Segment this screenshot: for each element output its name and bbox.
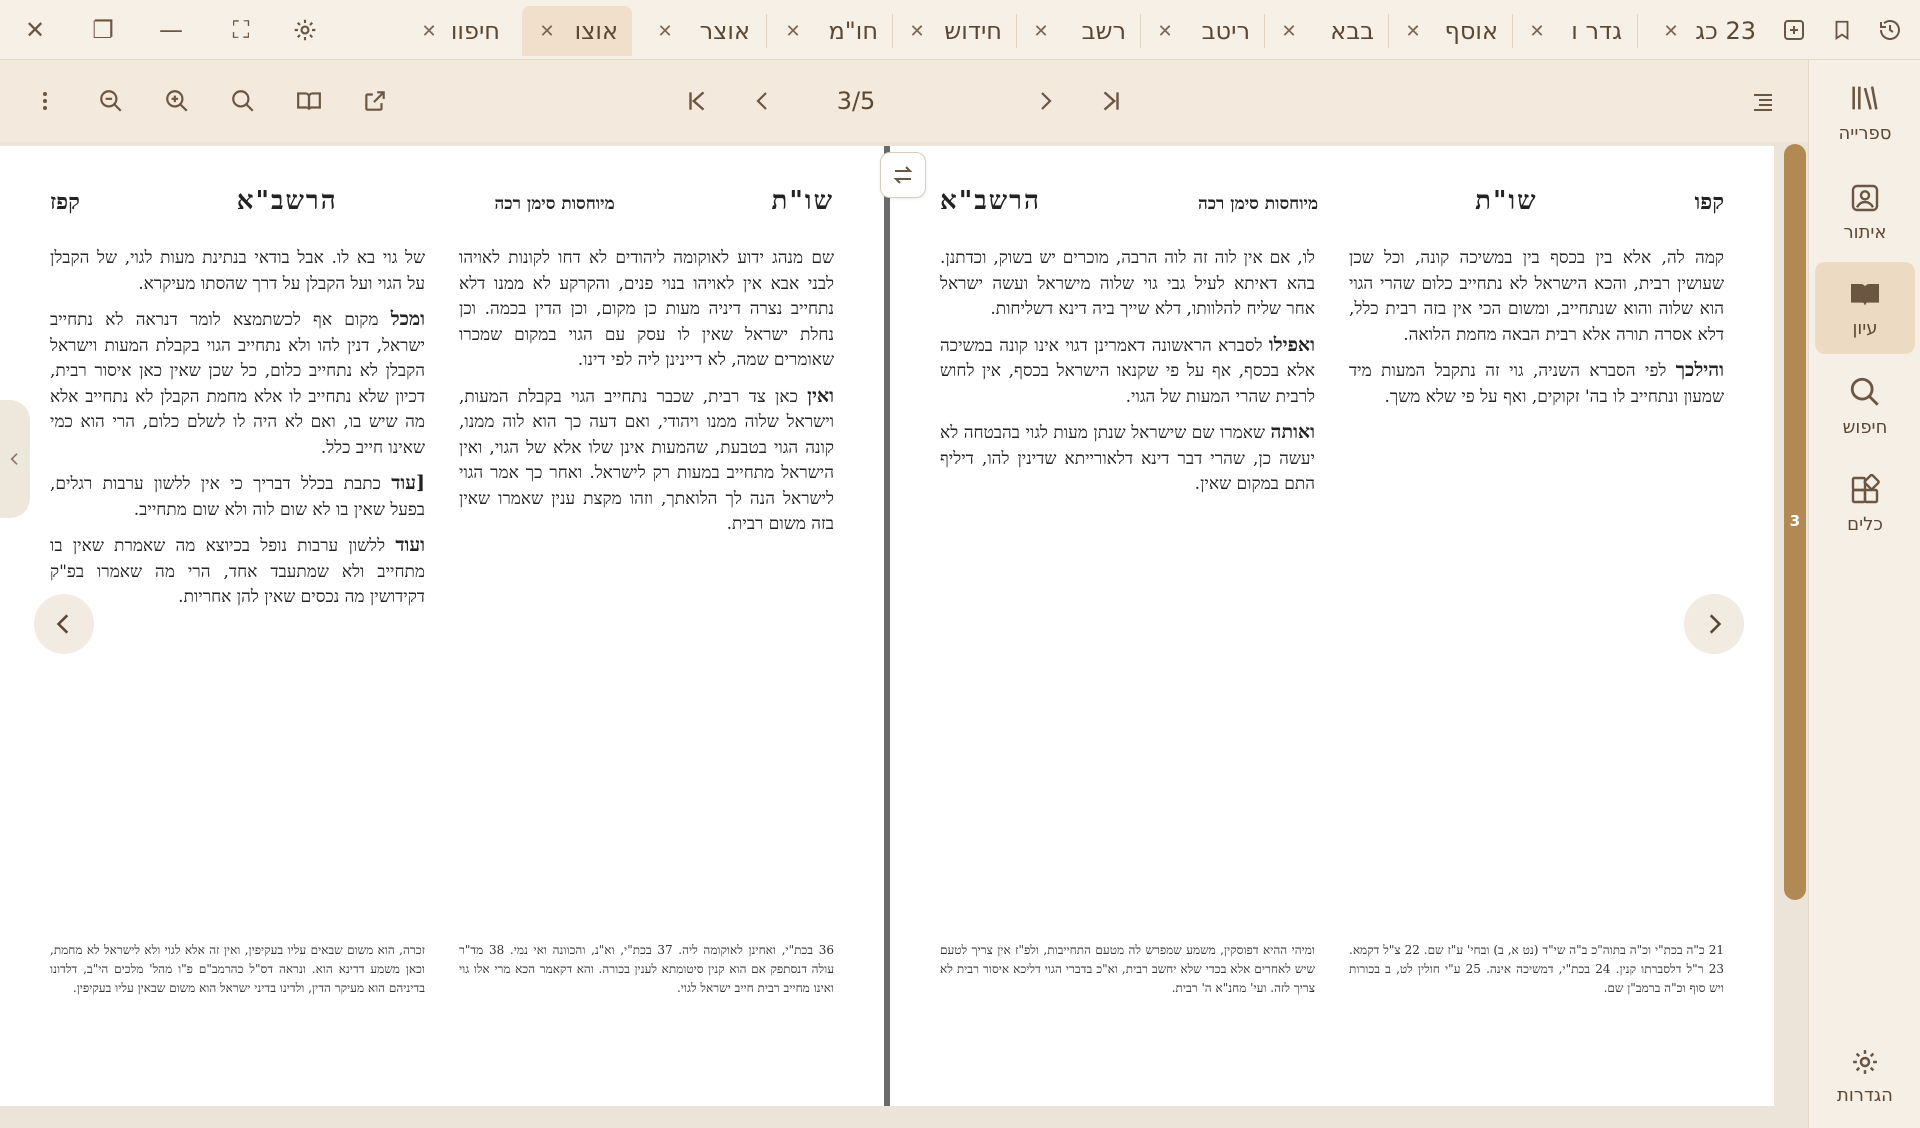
text-paragraph	[940, 246, 1315, 323]
navigation-sidebar	[1808, 60, 1920, 1128]
text-paragraph	[1349, 358, 1724, 410]
tab-label: חו"מ	[828, 17, 878, 45]
tab-separator	[1512, 14, 1513, 48]
paragraph-lead-word: ומכל	[390, 308, 425, 330]
sidebar-item-tools[interactable]	[1815, 458, 1915, 550]
footnote-column: 36 בכת"י, ואחינן לאוקומה ליה. 37 בכת"י, וא"נ, והכוונה ואי נמי. 38 מד"ר עולה דנסתפק אם הוא קנין סיטומתא לענין בכורה. והא דקאמר הכא מרי אלו גוי ואינו מחייב רבית חייב ישראל לגוי.	[459, 943, 834, 995]
search-icon	[1848, 375, 1882, 409]
skip-to-first-icon	[684, 88, 710, 114]
tab-label: 23 כג	[1695, 17, 1756, 45]
text-paragraph	[1349, 246, 1724, 348]
library-icon	[1848, 81, 1882, 115]
tab-close-icon[interactable]: ✕	[421, 20, 437, 42]
table-of-contents-button[interactable]	[1738, 76, 1788, 126]
page-next-arrow[interactable]	[1684, 594, 1744, 654]
bookmark-button[interactable]	[1818, 0, 1866, 60]
tab-item-active[interactable]	[522, 6, 632, 56]
tab-item[interactable]	[1140, 6, 1264, 56]
tab-close-icon[interactable]: ✕	[657, 20, 673, 42]
locate-icon	[1849, 182, 1881, 214]
tab-separator	[1264, 14, 1265, 48]
document-viewer	[0, 142, 1808, 1128]
chevron-left-icon	[7, 448, 23, 470]
page-number: קפז	[50, 189, 80, 215]
section-title: מיוחסות סימן רכה	[1197, 194, 1319, 214]
text-paragraph	[459, 246, 834, 374]
paragraph-lead-word: ואותה	[1270, 421, 1315, 443]
tab-close-icon[interactable]: ✕	[1405, 20, 1421, 42]
tab-label: חידוש	[944, 17, 1002, 45]
text-column-left	[940, 246, 1315, 886]
tab-item[interactable]	[640, 6, 764, 56]
tab-bar	[0, 0, 1920, 60]
zoom-out-button[interactable]	[86, 76, 136, 126]
tab-item[interactable]	[892, 6, 1016, 56]
chevron-left-icon	[751, 89, 775, 113]
tab-close-icon[interactable]: ✕	[1281, 20, 1297, 42]
gear-icon	[292, 17, 318, 43]
swap-pages-button[interactable]	[880, 152, 926, 198]
sidebar-item-search[interactable]	[1815, 360, 1915, 452]
page-text-columns	[940, 246, 1724, 886]
sidebar-item-label: עיון	[1852, 317, 1878, 339]
tools-icon	[1849, 474, 1881, 506]
paragraph-text: קמה לה, אלא בין בכסף בין במשיכה קונה, וכל שכן שעושין רבית, והכא הישראל לא נתחייב כלום שהרי הגוי הוא שלוה והוא שנתחייב, ומשום הכי אין בזה רבית כלל, דלא אסרה תורה אלא רבית הבאה מחמת הלואה.	[1349, 248, 1724, 345]
tab-separator	[892, 14, 893, 48]
previous-page-button[interactable]	[738, 76, 788, 126]
paragraph-text: מקום אף לכשתמצא לומר דנראה לא נתחייב ישראל, דנין להו ולא נתחייב הגוי בקבלת המעות וישראל הקבלן לא נתחייב כלום, כל שכן שאין כאן איסור רבית, דכיון שלא נתחייב לו אלא מחמת הקבלן לא נתחייב אלא מה שיש בו, ואם לא היה לו לשלם כלום, הרי הוא כמי שאינו חייב כלל.	[50, 310, 425, 458]
tab-label: גדר ו	[1571, 17, 1622, 45]
scroll-position-label: 3	[1789, 512, 1801, 530]
footnote-column: זכרה, הוא משום שבאים עליו בעקיפין, ואין זה אלא לגוי ולא לישראל לא מחמת, וכאן משמע דדינא הוא. ונראה דס"ל כהרמב"ם פ"ו מהל' מלכים הי"ב, דלדונו בדיניהם הוא מעיקר הדין, ולדינו בדיני ישראל הוא משום שבאין עליו בעקיפין.	[50, 943, 425, 995]
restore-icon: ❐	[92, 16, 114, 44]
tab-close-icon[interactable]: ✕	[1663, 20, 1679, 42]
paragraph-text: ללשון ערבות נופל בכיוצא מה שאמרת שאין בו מתחייב ולא שמתעבד אחד, הרי מה שאמרו בפ"ק דקידושין מה נכסים שאין להן אחריות.	[50, 536, 425, 607]
tab-label: חיפוו	[450, 17, 500, 45]
paragraph-text: לסברא הראשונה דאמרינן דגוי אינו קונה במשיכה אלא בכסף, אף על פי שקנאו הישראל בכסף, אין לחוש לרבית שהרי המעות של הגוי.	[940, 335, 1315, 407]
close-window-button[interactable]	[2, 0, 68, 60]
paragraph-lead-word: והילכך	[1675, 359, 1724, 381]
sidebar-item-label: חיפוש	[1842, 416, 1888, 438]
paragraph-text: כתבת בכלל דבריך כי אין ללשון ערבות רגלים, בפעל שאין בו לא שום לוה ולא שום מתחייב.	[50, 474, 425, 520]
chevron-right-icon	[1701, 609, 1727, 639]
open-external-button[interactable]	[350, 76, 400, 126]
text-paragraph	[940, 333, 1315, 411]
zoom-out-icon	[98, 88, 124, 114]
text-paragraph	[50, 246, 425, 297]
paragraph-text: לו, אם אין לוה זה לוה הרבה, מוכרים יש בשוק, וכדתנן. בהא דאיתא לעיל גבי גוי שלוה מישראל ועשה ישראל אחר שליח להלוותו, דלא שייך ביה דינא דשליחות.	[940, 248, 1315, 319]
tab-label: אוצר	[699, 17, 750, 45]
book-title: הרשב"א	[236, 186, 338, 216]
footnotes	[50, 941, 834, 1101]
chevron-left-icon	[51, 609, 77, 639]
swap-arrows-icon	[891, 163, 915, 187]
page-header	[50, 186, 834, 226]
footnotes	[940, 941, 1724, 1101]
open-book-icon	[295, 88, 323, 114]
new-tab-button[interactable]	[1770, 0, 1818, 60]
page-text-columns	[50, 246, 834, 886]
last-page-button[interactable]	[1086, 76, 1136, 126]
footnote-column: 21 כ"ה בכת"י וכ"ה בתוה"כ ב"ה שי"ד (נט א, ב) ובחי' ע"ז שם. 22 צ"ל דקמא. 23 ר"ל דלסברתו קנין. 24 בכת"י, דמשיכה אינה. 25 ע"י חולין לט, ב בכורות ויש סוף וכ"ה ברמב"ן שם.	[1349, 943, 1724, 995]
text-column-right	[1349, 246, 1724, 886]
reader-toolbar	[0, 60, 1808, 142]
tab-separator	[766, 14, 767, 48]
tab-item[interactable]	[1264, 6, 1388, 56]
tab-separator	[1140, 14, 1141, 48]
plus-square-icon	[1782, 18, 1806, 42]
paragraph-text: שאמרו שם שישראל שנתן מעות לגוי בהבטחה לא יעשה כן, שהרי דבר דינא דלאורייתא שדינין להו, דיליף התם במקום שאין.	[940, 423, 1315, 494]
text-paragraph	[459, 384, 834, 538]
tab-separator	[1637, 14, 1638, 48]
left-panel-handle[interactable]	[0, 400, 30, 518]
page-prev-arrow[interactable]	[34, 594, 94, 654]
restore-window-button[interactable]	[70, 0, 136, 60]
tab-label: אוצו	[574, 17, 618, 45]
book-title-secondary: שו"ת	[771, 186, 834, 216]
sidebar-item-label: ספרייה	[1838, 122, 1892, 144]
zoom-in-button[interactable]	[152, 76, 202, 126]
tab-label: ריטב	[1201, 17, 1250, 45]
tab-close-icon[interactable]: ✕	[1033, 20, 1049, 42]
tab-label: בבא	[1330, 17, 1374, 45]
sidebar-item-study[interactable]	[1815, 262, 1915, 354]
close-icon: ✕	[24, 16, 46, 44]
paragraph-text: של גוי בא לו. אבל בודאי בנתינת מעות לגוי, של הקבלן על הגוי ועל הקבלן על דרך שהסתו מעיקרא.	[50, 248, 425, 294]
tab-close-icon[interactable]: ✕	[909, 20, 925, 42]
tab-separator	[1388, 14, 1389, 48]
paragraph-lead-word: [עוד	[391, 472, 425, 494]
tab-item[interactable]	[1512, 6, 1636, 56]
fullscreen-icon: ⛶	[232, 16, 250, 44]
tab-label: רשב	[1081, 17, 1126, 45]
more-options-button[interactable]	[20, 76, 70, 126]
text-paragraph	[50, 533, 425, 611]
book-page-right	[890, 146, 1774, 1106]
first-page-button[interactable]	[672, 76, 722, 126]
search-icon	[230, 88, 256, 114]
more-vertical-icon	[33, 89, 57, 113]
text-paragraph	[50, 471, 425, 523]
page-indicator: 3/5	[836, 87, 876, 115]
book-title-secondary: שו"ת	[1475, 186, 1538, 216]
external-link-icon	[362, 88, 388, 114]
tab-item[interactable]	[768, 6, 892, 56]
search-in-book-button[interactable]	[218, 76, 268, 126]
paragraph-text: שם מנהג ידוע לאוקומה ליהודים לא דחו לקונות לאויהו לבני אבא אין לאויהו בנוי פנים, והקרקע לא ממנו דלא נתחייב נצרה דיניה מעות כן מקום, וכן הדין בכמה. וכן נחלת ישראל שאין לו עסק עם הגוי במקום שמכרו שאומרים שמה, לא דיינינן ליה לפי דינו.	[459, 248, 834, 370]
fullscreen-button[interactable]	[208, 0, 274, 60]
text-paragraph	[940, 420, 1315, 498]
paragraph-text: לפי הסברא השניה, גוי זה נתקבל המעות מיד שמעון ונתחייב לו בה' זקוקים, ואף על פי שלא משך.	[1349, 361, 1724, 407]
settings-icon	[1850, 1047, 1880, 1077]
sidebar-item-library[interactable]	[1815, 66, 1915, 158]
zoom-in-icon	[164, 88, 190, 114]
book-view-button[interactable]	[284, 76, 334, 126]
open-book-icon	[1847, 278, 1883, 310]
paragraph-text: כאן צד רבית, שכבר נתחייב הגוי בקבלת המעות, וישראל שלוה ממנו ויהודי, ואם דעה כך הוא לוה ממנו, קונה הגוי בטבעת, שהמעות אינן שלו אלא של הגוי, ואין הישראל מתחייב במעות רק לישראל. ואחר כך אמר הגוי לישראל הנה לך הלואתך, וזהו מקצת ענין שאמרו שאין בזה משום רבית.	[459, 386, 834, 534]
tab-separator	[1016, 14, 1017, 48]
page-number: קפו	[1694, 189, 1724, 215]
minimize-window-button[interactable]	[138, 0, 204, 60]
chevron-right-icon	[1033, 89, 1057, 113]
tab-close-icon[interactable]: ✕	[785, 20, 801, 42]
page-header	[940, 186, 1724, 226]
text-column-right	[459, 246, 834, 886]
tab-item[interactable]	[1646, 6, 1770, 56]
tab-close-icon[interactable]: ✕	[1157, 20, 1173, 42]
text-column-left	[50, 246, 425, 886]
next-page-button[interactable]	[1020, 76, 1070, 126]
tab-close-icon[interactable]: ✕	[539, 20, 555, 42]
book-title: הרשב"א	[940, 186, 1041, 216]
book-page-left	[0, 146, 884, 1106]
paragraph-lead-word: ואפילו	[1268, 333, 1315, 356]
tab-item[interactable]	[1016, 6, 1140, 56]
bookmark-icon	[1831, 18, 1853, 42]
history-icon	[1878, 18, 1902, 42]
tab-label: אוסף	[1444, 17, 1498, 45]
tab-item[interactable]	[1388, 6, 1512, 56]
text-paragraph	[50, 307, 425, 461]
skip-to-last-icon	[1098, 88, 1124, 114]
sidebar-item-label: איתור	[1843, 221, 1887, 243]
section-title: מיוחסות סימן רכה	[494, 194, 615, 214]
sidebar-item-settings[interactable]	[1815, 1030, 1915, 1122]
sidebar-item-locate[interactable]	[1815, 166, 1915, 258]
sidebar-item-label: כלים	[1847, 513, 1883, 535]
tab-item[interactable]	[404, 6, 514, 56]
footnote-column: ומיהי ההיא דפוסקין, משמע שמפרש לה מטעם התחייבות, ולפ"ז אין צריך לטעם שיש לאחרים אלא בכדי שלא יחשב רבית, וא"כ בדברי הגוי דליכא איסור רבית לא צריך לזה. ועי' מחנ"א ה' רבית.	[940, 943, 1315, 995]
paragraph-lead-word: ועוד	[395, 534, 425, 556]
sidebar-item-label: הגדרות	[1837, 1084, 1893, 1106]
tab-close-icon[interactable]: ✕	[1529, 20, 1545, 42]
paragraph-lead-word: ואין	[807, 384, 834, 407]
minimize-icon: —	[159, 16, 183, 44]
history-button[interactable]	[1866, 0, 1914, 60]
settings-button[interactable]	[272, 0, 338, 60]
toc-list-icon	[1750, 89, 1776, 113]
